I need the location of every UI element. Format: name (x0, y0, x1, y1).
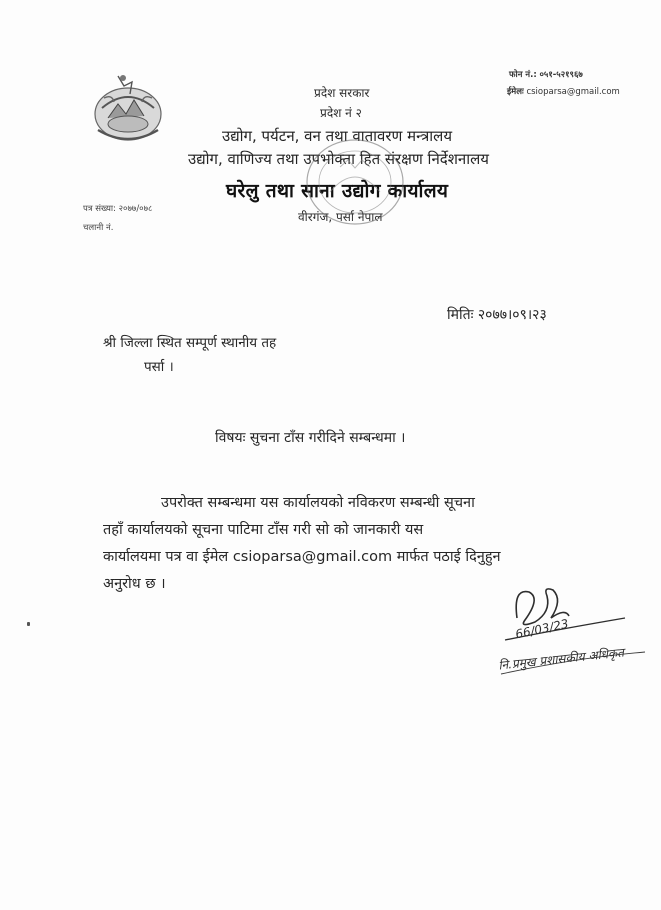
nepal-emblem-icon (88, 68, 168, 148)
phone-label: फोन नं.: (509, 70, 537, 80)
phone-line (509, 69, 583, 80)
header-address: वीरगंज, पर्सा नेपाल (298, 210, 383, 224)
signature-title: नि.प्रमुख प्रशासकीय अधिकृत (497, 645, 625, 673)
office-seal-icon (300, 132, 410, 232)
dispatch-number: चलानी नं. (83, 223, 114, 233)
recipient-line: श्री जिल्ला स्थित सम्पूर्ण स्थानीय तह (103, 335, 277, 351)
header-ministry: उद्योग, पर्यटन, वन तथा वातावरण मन्त्रालय (222, 127, 453, 145)
letter-number: पत्र संख्या: २०७७/०७८ (83, 204, 153, 214)
scan-speck (27, 622, 30, 626)
email-value: csioparsa@gmail.com (526, 87, 620, 97)
letter-date: मितिः २०७७।०९।२३ (447, 307, 547, 323)
header-office: घरेलु तथा साना उद्योग कार्यालय (226, 180, 449, 202)
subject-line: विषयः सुचना टाँस गरीदिने सम्बन्धमा । (215, 430, 406, 446)
signature-date: 66/03/23 (514, 616, 570, 642)
header-province: प्रदेश नं २ (320, 106, 362, 120)
phone-value: ०५१-५२१९६७ (539, 70, 583, 80)
body-line: अनुरोध छ । (103, 576, 166, 592)
header-directorate: उद्योग, वाणिज्य तथा उपभोक्ता हित संरक्षण निर्देशनालय (188, 150, 490, 168)
email-label: ईमेलः (507, 87, 524, 97)
body-line: तहाँ कार्यालयको सूचना पाटिमा टाँस गरी सो को जानकारी यस (103, 522, 424, 538)
body-line: कार्यालयमा पत्र वा ईमेल csioparsa@gmail.com मार्फत पठाई दिनुहुन (103, 549, 501, 565)
body-line: उपरोक्त सम्बन्धमा यस कार्यालयको नविकरण सम्बन्धी सूचना (161, 495, 475, 511)
header-government: प्रदेश सरकार (314, 86, 370, 100)
email-line (507, 86, 620, 97)
recipient-district: पर्सा । (144, 359, 174, 375)
